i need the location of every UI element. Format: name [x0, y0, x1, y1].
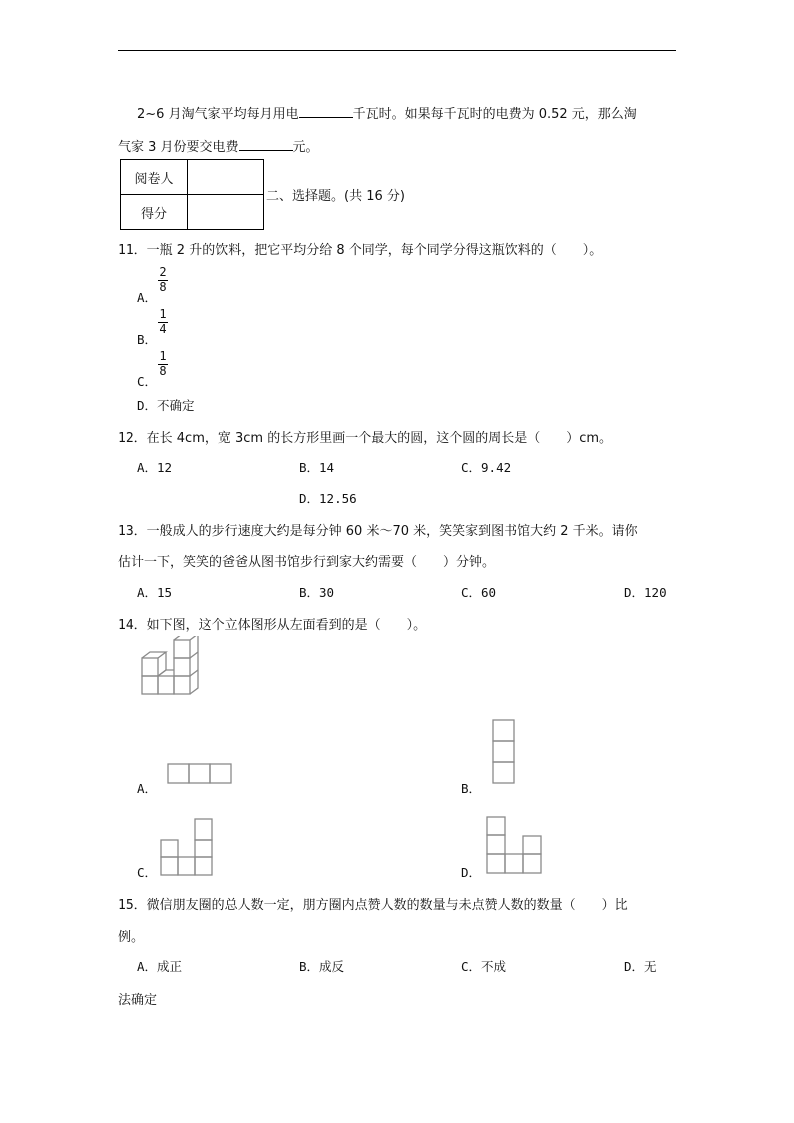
- option-label[interactable]: A．: [137, 290, 158, 305]
- cube-stack-figure: [138, 636, 210, 698]
- question-13-line2: 估计一下，笑笑的爸爸从图书馆步行到家大约需要（ ）分钟。: [118, 555, 496, 570]
- table-row: [121, 160, 264, 195]
- question-15-line2: 例。: [118, 930, 145, 945]
- score-label: 得分: [121, 195, 188, 230]
- answer-blank[interactable]: [239, 136, 293, 151]
- option-label[interactable]: C．: [137, 374, 158, 389]
- question-13: 13．一般成人的步行速度大约是每分钟 60 米～70 米，笑笑家到图书馆大约 2 千米。请你: [118, 524, 638, 539]
- option-c[interactable]: C．60: [461, 585, 497, 600]
- fraction: $\frac{1}{8}$: [159, 349, 167, 378]
- fraction: $\frac{2}{8}$: [159, 265, 167, 294]
- option-label[interactable]: B．: [137, 332, 158, 347]
- option-d[interactable]: D．: [461, 865, 482, 880]
- q10-line1: 2~6 月淘气家平均每月用电 千瓦时。如果每千瓦时的电费为 0.52 元，那么淘: [137, 103, 637, 122]
- grader-value: [188, 160, 264, 195]
- option-b[interactable]: B．14: [299, 460, 335, 475]
- option-b[interactable]: B．成反: [299, 959, 345, 974]
- q10-line2: 气家 3 月份要交电费 元。: [118, 136, 319, 155]
- option-d-wrap: 法确定: [118, 993, 158, 1008]
- table-row: [121, 195, 264, 230]
- option-c[interactable]: C．不成: [461, 959, 507, 974]
- question-12: 12．在长 4cm，宽 3cm 的长方形里画一个最大的圆，这个圆的周长是（ ）cm。: [118, 431, 613, 446]
- three-squares-vertical-figure[interactable]: [490, 718, 518, 786]
- question-15: 15．微信朋友圈的总人数一定，朋方圈内点赞人数的数量与未点赞人数的数量（ ）比: [118, 898, 628, 913]
- score-value: [188, 195, 264, 230]
- option-d[interactable]: D．无: [624, 959, 657, 974]
- option-a[interactable]: A．15: [137, 585, 173, 600]
- option-d[interactable]: D．不确定: [137, 398, 195, 413]
- option-a[interactable]: A．: [137, 781, 158, 796]
- option-d[interactable]: D．12.56: [299, 491, 357, 506]
- option-b[interactable]: B．: [461, 781, 482, 796]
- question-11: 11．一瓶 2 升的饮料，把它平均分给 8 个同学，每个同学分得这瓶饮料的（ ）。: [118, 243, 603, 258]
- option-c[interactable]: C．: [137, 865, 158, 880]
- header-rule: [118, 50, 676, 51]
- section-title: 二、选择题。(共 16 分): [266, 189, 405, 204]
- option-a[interactable]: A．成正: [137, 959, 183, 974]
- fraction: $\frac{1}{4}$: [159, 307, 167, 336]
- score-table: [120, 159, 264, 230]
- question-14: 14．如下图，这个立体图形从左面看到的是（ ）。: [118, 618, 427, 633]
- three-squares-horizontal-figure[interactable]: [166, 762, 234, 786]
- option-d[interactable]: D．120: [624, 585, 667, 600]
- l-shape-figure-c[interactable]: [159, 816, 217, 878]
- option-b[interactable]: B．30: [299, 585, 335, 600]
- grader-label: 阅卷人: [121, 160, 188, 195]
- option-c[interactable]: C．9.42: [461, 460, 512, 475]
- option-a[interactable]: A．12: [137, 460, 173, 475]
- l-shape-figure-d[interactable]: [484, 814, 544, 878]
- answer-blank[interactable]: [299, 103, 353, 118]
